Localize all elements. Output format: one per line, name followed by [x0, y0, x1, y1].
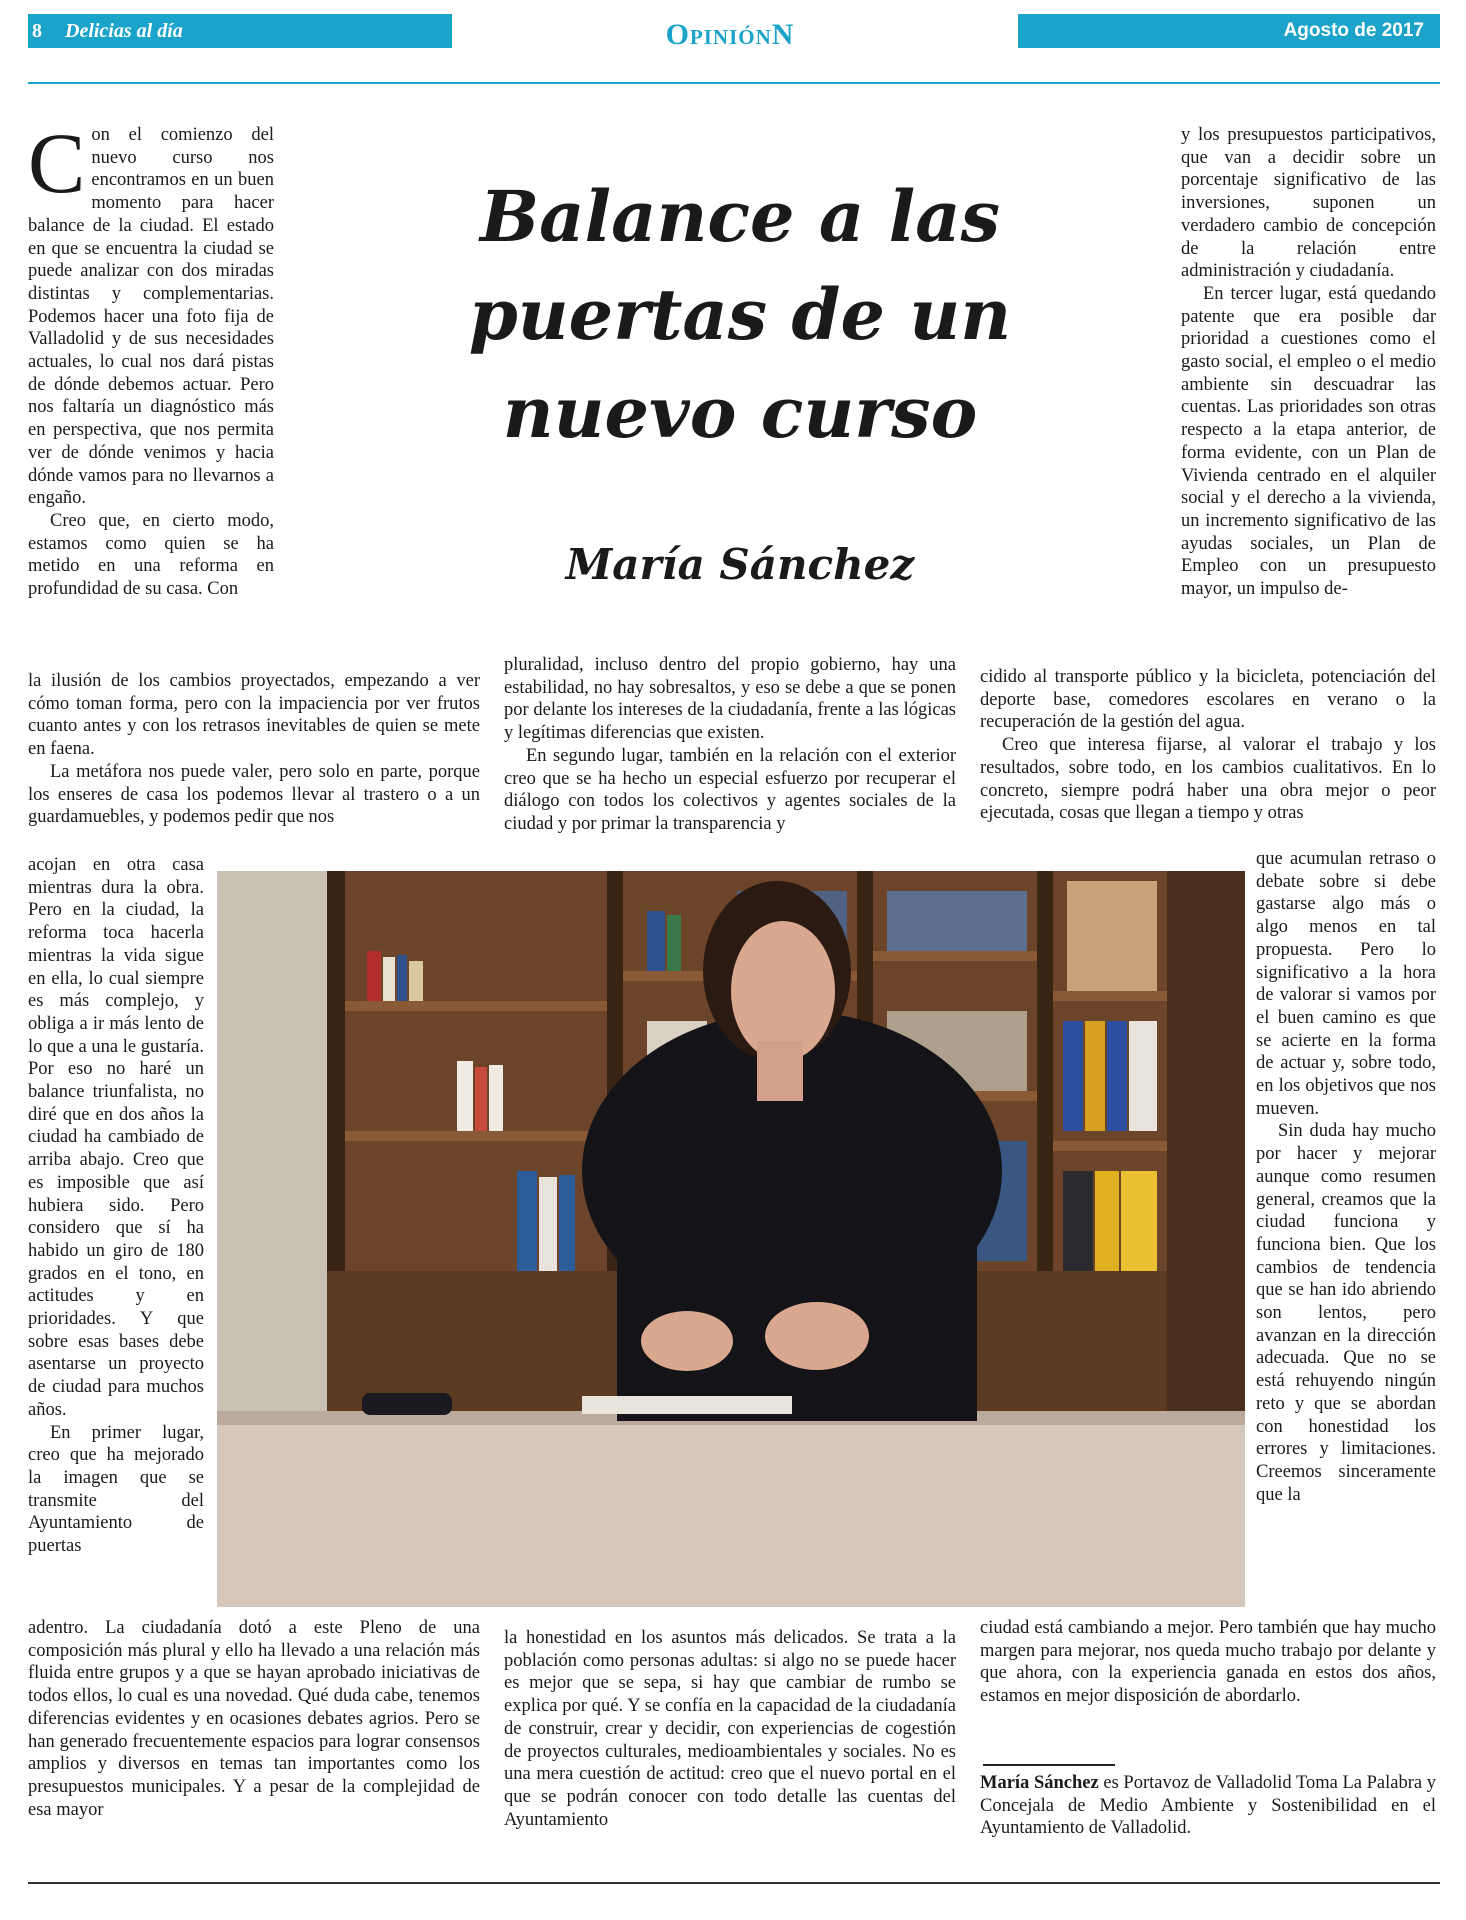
bio-name: María Sánchez: [980, 1773, 1099, 1793]
publication-name: Delicias al día: [65, 20, 183, 42]
right-bottom-block: [980, 1617, 1436, 1708]
right-column-top: [1181, 124, 1436, 601]
left-narrow-block: [28, 854, 204, 1558]
paragraph: En primer lugar, creo que ha mejorado la imagen que se transmite del Ayuntamiento de puertas: [28, 1422, 204, 1557]
bio-text: es Portavoz de Valladolid Toma La Palabra y Concejala de Medio Ambiente y Sostenibilidad en el Ayuntamiento de Valladolid.: [980, 1773, 1437, 1839]
headline: Balance a las puertas de un nuevo curso: [468, 175, 1012, 454]
paragraph: acojan en otra casa mientras dura la obra. Pero en la ciudad, la reforma toca hacerla mientras la vida sigue en ella, lo cual siempre es más complejo, y obliga a ir más lento de lo que a una le gustaría. Por eso no haré un balance triunfalista, no diré que en dos años la ciudad ha cambiado de arriba abajo. Creo que es imposible que así hubiera sido. Pero considero que sí ha habido un giro de 180 grados en el tono, en actitudes y en prioridades. Y que sobre esas bases debe asentarse un proyecto de ciudad para muchos años.: [28, 855, 204, 1420]
center-bottom-block: [504, 1627, 956, 1831]
article-photo: [217, 871, 1245, 1607]
section-title: OpiniónN: [665, 18, 795, 51]
paragraph: on el comienzo del nuevo curso nos encontramos en un buen momento para hacer balance de la ciudad. El estado en que se encuentra la ciudad se puede analizar con dos miradas distintas y complementarias. Podemos hacer una foto fija de Valladolid y de sus necesidades actuales, lo cual nos dará pistas de dónde debemos actuar. Pero nos faltaría un diagnóstico más en perspectiva, que nos permita ver de dónde venimos y hacia dónde vamos para no llevarnos a engaño.: [28, 125, 274, 509]
paragraph: ciudad está cambiando a mejor. Pero también que hay mucho margen para mejorar, nos queda mucho trabajo por delante y que ahora, con la experiencia ganada en estos dos años, estamos en mejor disposición de abordarlo.: [980, 1618, 1436, 1707]
left-column-top: [28, 115, 274, 601]
header-bar-left: [28, 14, 452, 48]
center-top-block: [504, 654, 956, 836]
paragraph: Creo que interesa fijarse, al valorar el trabajo y los resultados, sobre todo, en los cambios cualitativos. En lo concreto, siempre podrá haber una obra mejor o peor ejecutada, cosas que llegan a tiempo y otras: [980, 735, 1436, 824]
paragraph: cidido al transporte público y la bicicleta, potenciación del deporte base, comedores escolares en verano o la recuperación de la gestión del agua.: [980, 667, 1436, 733]
paragraph: La metáfora nos puede valer, pero solo en parte, porque los enseres de casa los podemos llevar al trastero o a un guardamuebles, y podemos pedir que nos: [28, 761, 480, 828]
paragraph: y los presupuestos participativos, que van a decidir sobre un porcentaje significativo de las inversiones, suponen un verdadero cambio de concepción de la relación entre administración y ciudadanía.: [1181, 125, 1436, 282]
author-byline: María Sánchez: [565, 540, 915, 589]
paragraph: adentro. La ciudadanía dotó a este Pleno de una composición más plural y ello ha llevado a una relación más fluida entre grupos y a que se hayan aprobado iniciativas de todos ellos, lo cual es una novedad. Qué duda cabe, tenemos diferencias evidentes y en ocasiones debates agrios. Pero se han generado frecuentemente espacios para lograr consensos amplios y diversos en temas tan importantes como los presupuestos municipales. Y a pesar de la complejidad de esa mayor: [28, 1618, 480, 1820]
paragraph: En segundo lugar, también en la relación con el exterior creo que se ha hecho un especial esfuerzo por recuperar el diálogo con todos los colectivos y agentes sociales de la ciudad y por primar la transparencia y: [504, 745, 956, 834]
left-wide-block: [28, 670, 480, 829]
paragraph: la honestidad en los asuntos más delicados. Se trata a la población como personas adultas: si algo no se puede hacer es mejor que se sepa, si hay que cambiar de rumbo se explica por qué. Y se confía en la capacidad de la ciudadanía de construir, crear y decidir, con experiencias de cogestión de proyectos culturales, medioambientales y sociales. No es una mera cuestión de actitud: creo que el nuevo portal en el que se podrán conocer con todo detalle las cuentas del Ayuntamiento: [504, 1628, 956, 1830]
paragraph: pluralidad, incluso dentro del propio gobierno, hay una estabilidad, no hay sobresaltos, y eso se debe a que se ponen por delante los intereses de la ciudadanía, frente a las lógicas y legítimas diferencias que existen.: [504, 655, 956, 744]
drop-cap: C: [28, 115, 86, 211]
header-date: Agosto de 2017: [1018, 14, 1440, 48]
left-bottom-block: [28, 1617, 480, 1821]
paragraph: Sin duda hay mucho por hacer y mejorar aunque como resumen general, creamos que la ciudad funciona y funciona bien. Que los cambios de tendencia que se han ido abriendo son lentos, pero avanzan en la dirección adecuada. Que no se está rehuyendo ningún reto y que se abordan con honestidad los errores y limitaciones. Creemos sinceramente que la: [1256, 1121, 1436, 1505]
paragraph: En tercer lugar, está quedando patente que era posible dar prioridad a cuestiones como el gasto social, el empleo o el medio ambiente sin descuadrar las cuentas. Las prioridades son otras respecto a la etapa anterior, de forma evidente, con un Plan de Vivienda centrado en el alquiler social y el derecho a la vivienda, un incremento significativo de las ayudas sociales, un Plan de Empleo con un presupuesto mayor, un impulso de-: [1181, 283, 1436, 600]
right-wide-block: [980, 666, 1436, 825]
page-number: 8: [32, 20, 42, 42]
author-bio: [980, 1772, 1436, 1840]
right-narrow-block: [1256, 848, 1436, 1506]
paragraph: que acumulan retraso o debate sobre si debe gastarse algo más o algo menos en tal propuesta. Pero lo significativo a la hora de valorar si vamos por el buen camino es que se acierte en la forma de actuar y, sobre todo, en los objetivos que nos mueven.: [1256, 849, 1436, 1119]
paragraph: Creo que, en cierto modo, estamos como quien se ha metido en una reforma en profundidad de su casa. Con: [28, 510, 274, 600]
header-rule: [28, 82, 1440, 84]
paragraph: la ilusión de los cambios proyectados, empezando a ver cómo toman forma, pero con la impaciencia por ver frutos cuanto antes y con los retrasos inevitables de quien se mete en faena.: [28, 671, 480, 760]
bio-rule: [983, 1764, 1115, 1766]
footer-rule: [28, 1882, 1440, 1884]
